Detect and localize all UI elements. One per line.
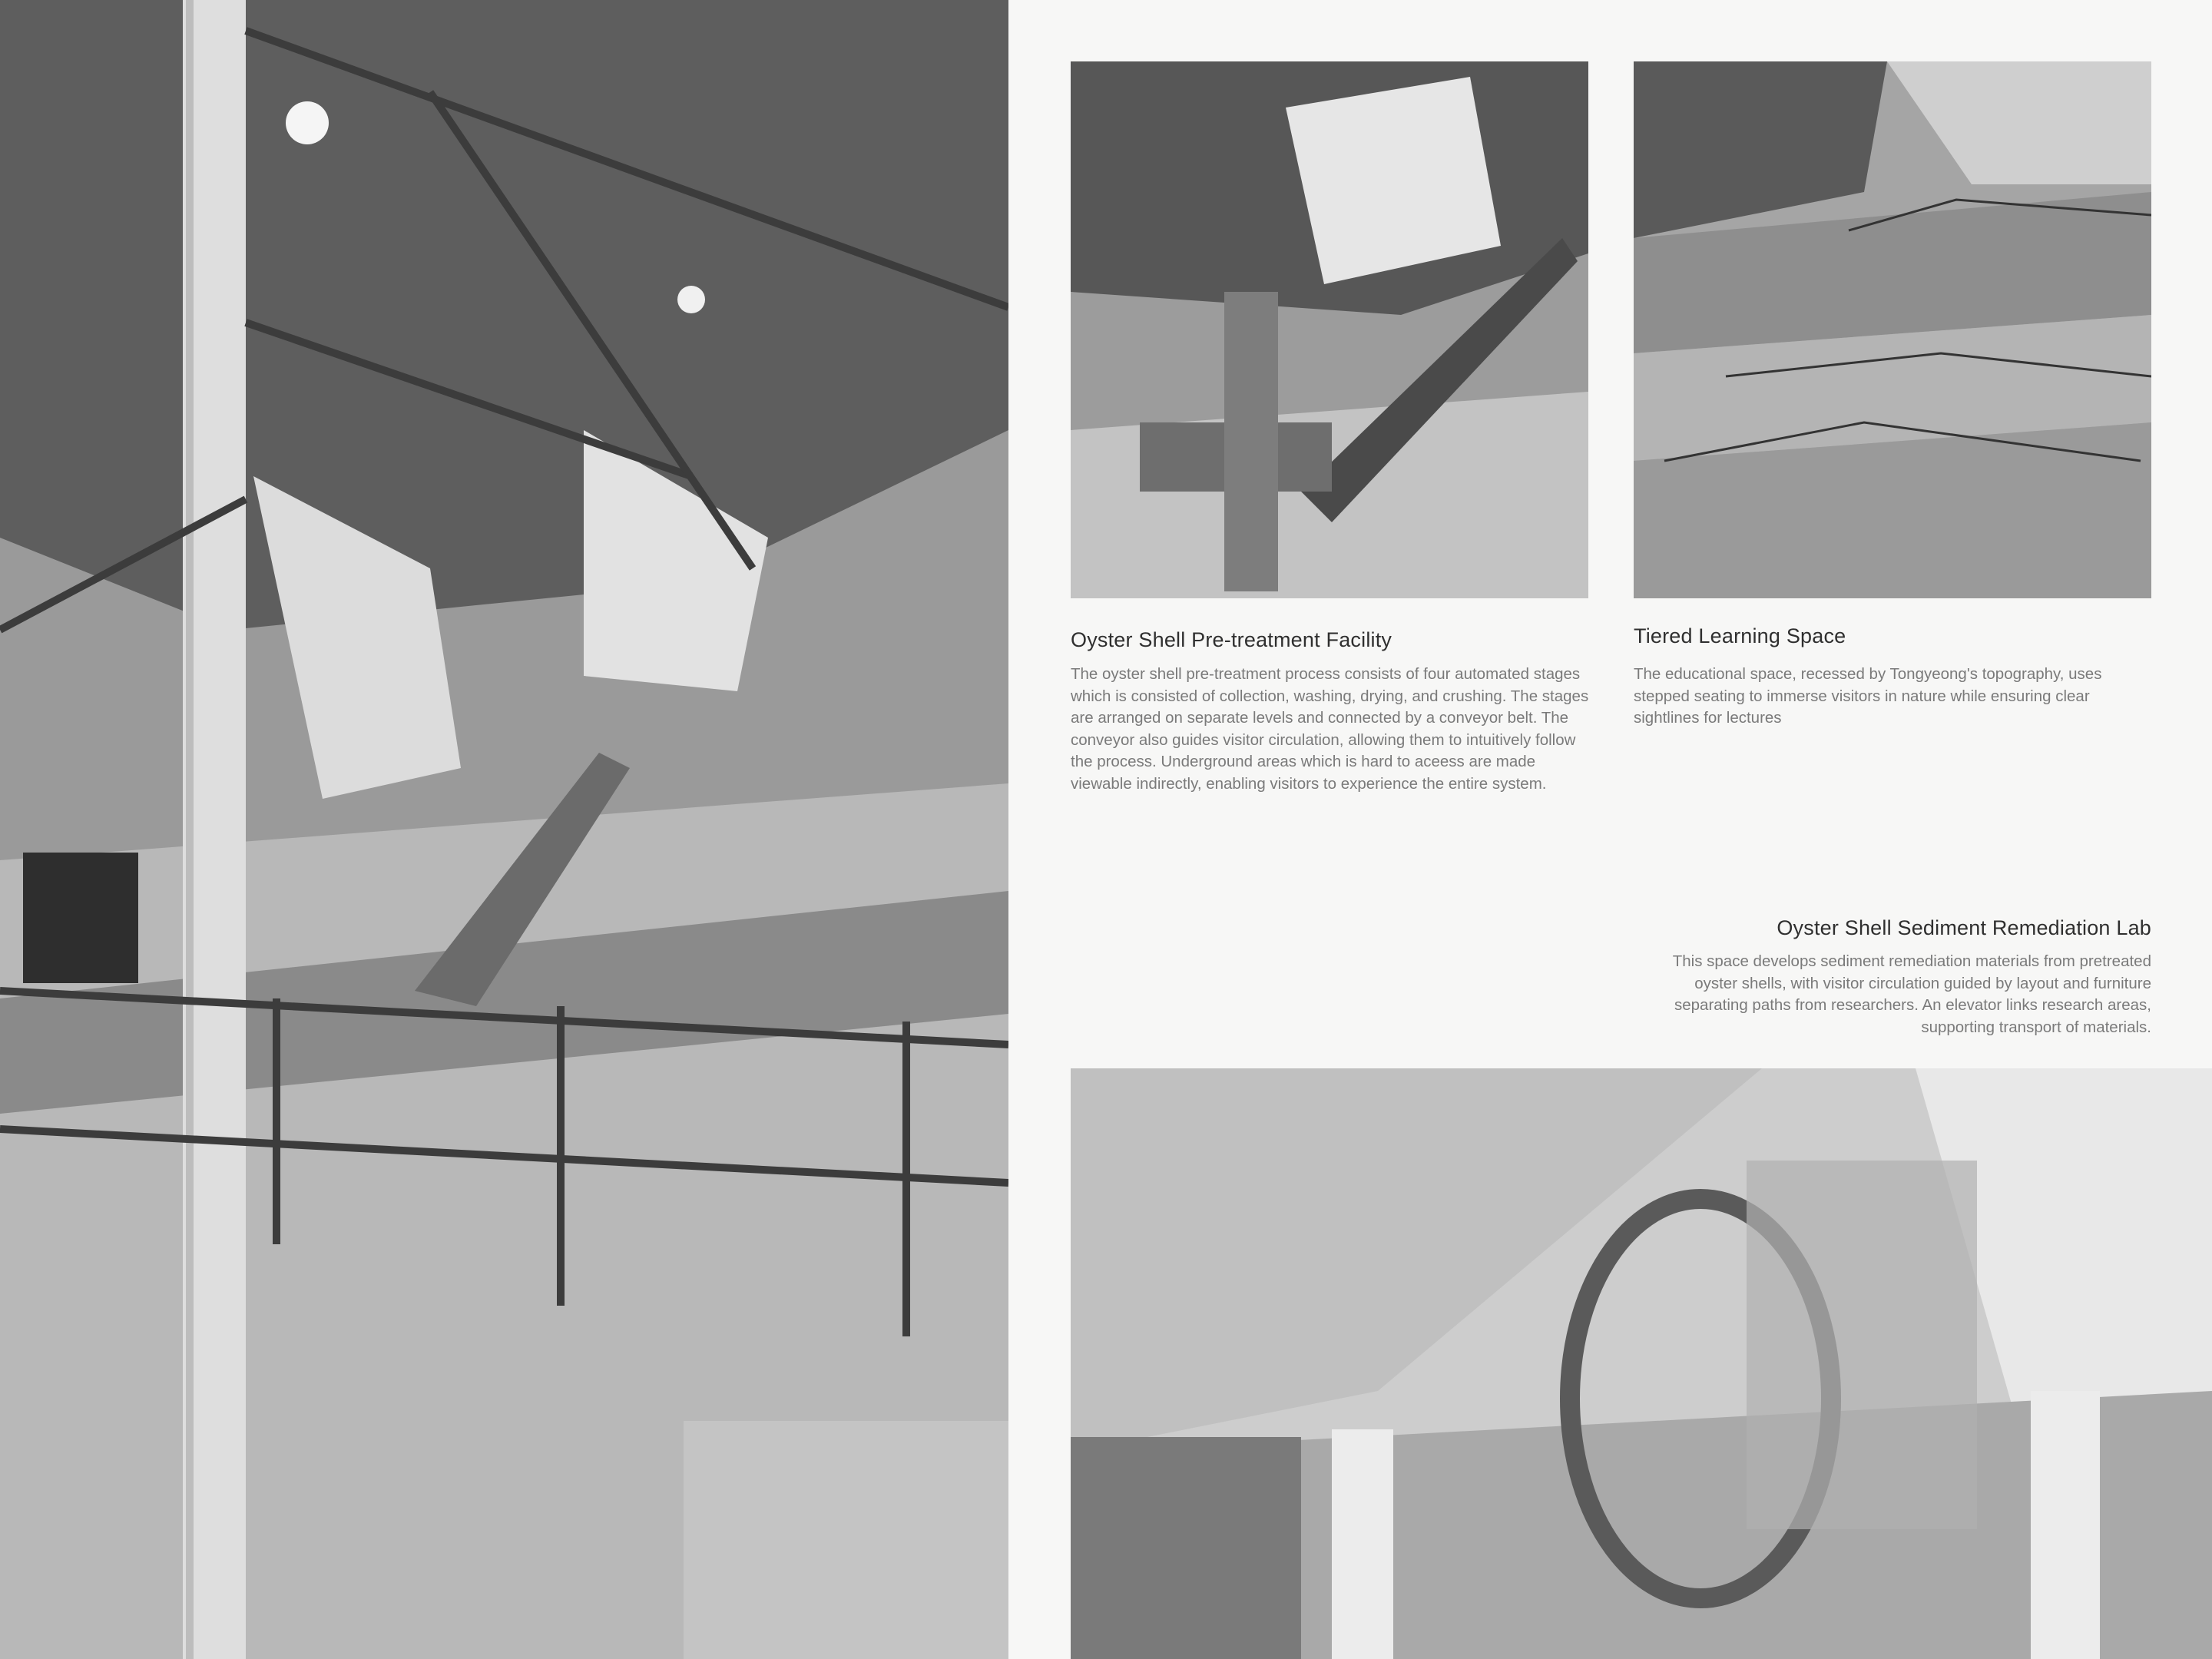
sediment-lab-description: This space develops sediment remediation materials from pretreated oyster shells, with visitor circulation guided by layout and furniture separating paths from researchers. An elevator links research areas, supporting transport of materials. [1672,952,2151,1036]
tiered-learning-render-image [1634,61,2151,598]
pretreatment-title: Oyster Shell Pre-treatment Facility [1071,628,1392,651]
tiered-learning-description: The educational space, recessed by Tongyeong's topography, uses stepped seating to immerse visitors in nature while ensuring clear sightlines for lectures [1634,665,2102,727]
tiered-learning-title: Tiered Learning Space [1634,624,1846,647]
hero-render-image [0,0,1008,1659]
pretreatment-render-image [1071,61,1588,598]
sediment-lab-title: Oyster Shell Sediment Remediation Lab [1777,916,2151,939]
pretreatment-description: The oyster shell pre-treatment process consists of four automated stages which is consisted of collection, washing, drying, and crushing. The stages are arranged on separate levels and connected by a conveyor belt. The conveyor also guides visitor circulation, allowing them to intuitively follow the process. Underground areas which is hard to aceess are made viewable indirectly, enabling visitors to experience the entire system. [1071,665,1589,793]
sediment-lab-render-image [1071,1068,2212,1659]
